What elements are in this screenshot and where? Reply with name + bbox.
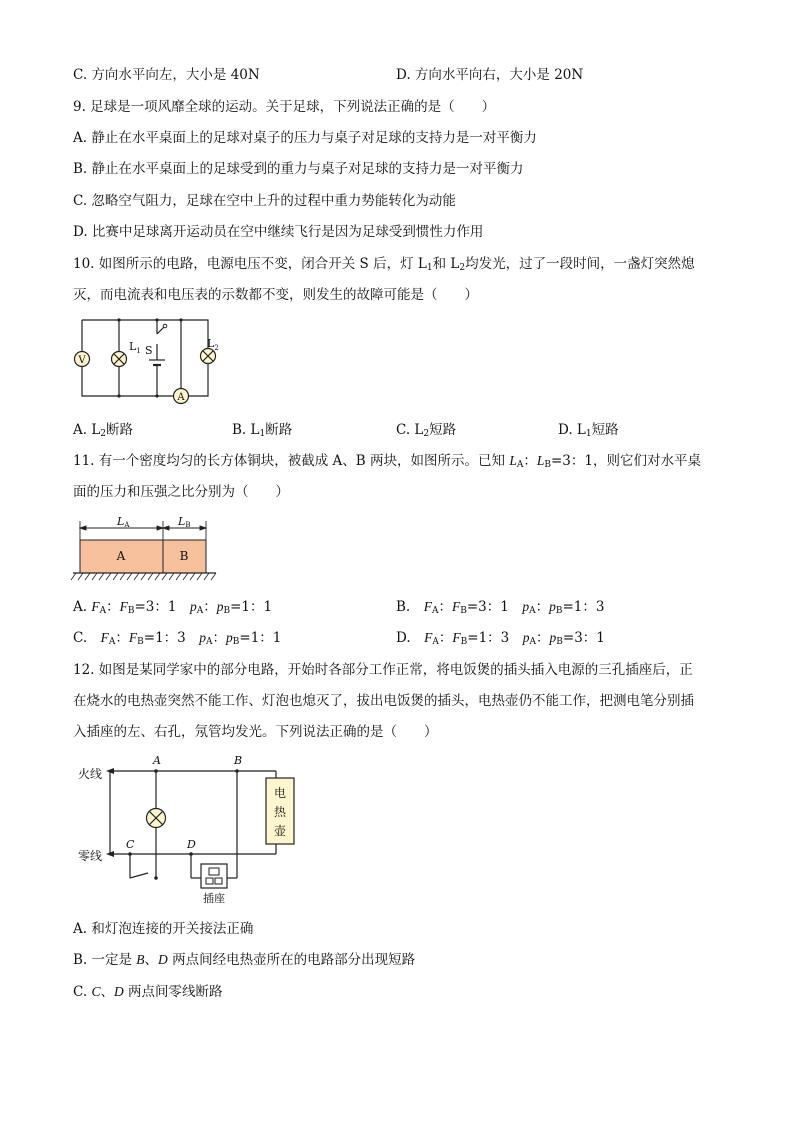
q12-household-circuit <box>70 750 310 910</box>
svg-text:电: 电 <box>273 786 287 800</box>
q9-option-d: D. 比赛中足球离开运动员在空中继续飞行是因为足球受到惯性力作用 <box>73 224 484 240</box>
q9-option-a: A. 静止在水平桌面上的足球对桌子的压力与桌子对足球的支持力是一对平衡力 <box>73 130 537 146</box>
neutral-wire-label: 零线 <box>78 849 103 863</box>
live-wire-label: 火线 <box>78 767 103 781</box>
q12-stem-line1: 12. 如图是某同学家中的部分电路，开始时各部分工作正常，将电饭煲的插头插入电源的三孔插座后，正 <box>73 662 693 678</box>
q8-option-d: D. 方向水平向右，大小是 20N <box>396 67 584 83</box>
ammeter-icon <box>174 389 189 404</box>
q12-option-b: B. 一定是 B、D 两点间经电热壶所在的电路部分出现短路 <box>73 952 416 968</box>
q11-option-d: D. $F_A$：$F_B=1$：3 $p_A$：$p_B=3$：1 <box>396 630 605 647</box>
q10-circuit-diagram <box>70 312 230 412</box>
q10-option-c: C. $L_2$短路 <box>396 422 457 439</box>
svg-text:A: A <box>177 392 185 403</box>
length-la-label: LA <box>117 515 130 529</box>
point-c-label: C <box>126 838 135 851</box>
ground-hatching <box>71 573 216 580</box>
q9-option-c: C. 忽略空气阻力，足球在空中上升的过程中重力势能转化为动能 <box>73 193 456 209</box>
socket-label: 插座 <box>203 892 225 905</box>
q11-option-b: B. $F_A$：$F_B=3$：1 $p_A$：$p_B=1$：3 <box>396 599 605 616</box>
switch-label: S <box>145 344 153 357</box>
q12-option-c: C. C、D 两点间零线断路 <box>73 984 223 1000</box>
q8-option-c: C. 方向水平向左，大小是 40N <box>73 67 260 83</box>
lamp-l1-icon <box>112 352 127 367</box>
point-a-label: A <box>153 754 161 767</box>
electric-kettle-box <box>266 778 294 844</box>
lamp-l1-label: $L_1$ <box>129 340 141 355</box>
q12-stem-line2: 在烧水的电热壶突然不能工作、灯泡也熄灭了，拔出电饭煲的插头，电热壶仍不能工作，把测电笔分别插 <box>73 693 694 709</box>
q11-option-c: C. $F_A$：$F_B=1$：3 $p_A$：$p_B=1$：1 <box>73 630 282 647</box>
voltmeter-icon <box>75 352 90 367</box>
q10-option-a: A. $L_2$断路 <box>73 422 134 439</box>
q11-block-diagram <box>70 510 220 585</box>
lamp-switch <box>130 873 148 878</box>
point-d-label: D <box>187 838 196 851</box>
q12-option-a: A. 和灯泡连接的开关接法正确 <box>73 921 254 937</box>
q9-option-b: B. 静止在水平桌面上的足球受到的重力与桌子对足球的支持力是一对平衡力 <box>73 161 524 177</box>
q11-option-a: A. $F_A$：$F_B=3$：1 $p_A$：$p_B=1$：1 <box>73 599 273 616</box>
svg-text:热: 热 <box>273 805 287 819</box>
q10-stem-line1: 10. 如图所示的电路，电源电压不变，闭合开关 S 后，灯 $L_1$和 $L_2$均发光，过了一段时间，一盏灯突然熄 <box>73 256 695 273</box>
block-a-label: A <box>116 549 126 563</box>
lamp-l2-label: $L_2$ <box>207 337 219 352</box>
socket-icon <box>201 864 227 888</box>
svg-text:V: V <box>78 355 86 366</box>
q11-stem-line2: 面的压力和压强之比分别为（ ） <box>73 484 289 500</box>
q10-stem-line2: 灭，而电流表和电压表的示数都不变，则发生的故障可能是（ ） <box>73 287 478 303</box>
svg-text:壶: 壶 <box>273 824 287 838</box>
lamp-icon <box>147 809 166 828</box>
lamp-l2-icon <box>201 349 216 364</box>
q9-stem: 9. 足球是一项风靡全球的运动。关于足球，下列说法正确的是（ ） <box>73 99 496 115</box>
q10-option-d: D. $L_1$短路 <box>558 422 619 439</box>
q10-option-b: B. $L_1$断路 <box>232 422 293 439</box>
length-lb-label: LB <box>178 515 191 529</box>
q12-stem-line3: 入插座的左、右孔，氖管均发光。下列说法正确的是（ ） <box>73 724 438 740</box>
block-b-label: B <box>179 549 189 563</box>
point-b-label: B <box>234 754 243 767</box>
q11-stem-line1: 11. 有一个密度均匀的长方体铜块，被截成 A、B 两块，如图所示。已知 $L_A$：$L_B=3$：1，则它们对水平桌 <box>73 453 701 470</box>
circuit-frame <box>82 320 208 396</box>
